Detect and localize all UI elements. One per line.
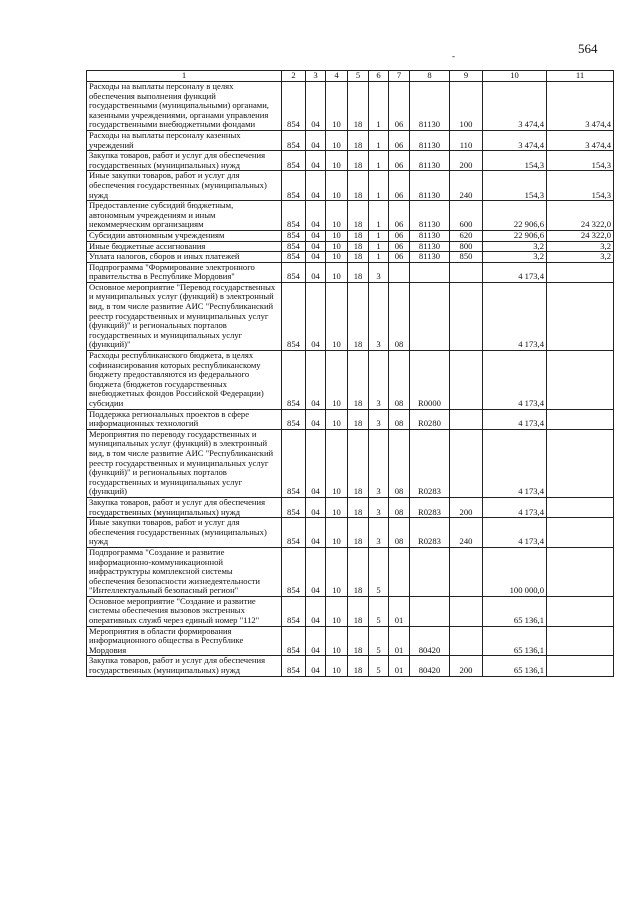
row-name-cell: Закупка товаров, работ и услуг для обеспечения государственных (муниципальных) нужд <box>87 656 282 676</box>
row-cell-c8: 81130 <box>410 171 450 201</box>
row-cell-c6: 1 <box>369 252 389 263</box>
row-cell-c3: 04 <box>306 82 326 131</box>
row-cell-c11 <box>547 282 614 350</box>
row-cell-c11 <box>547 547 614 596</box>
row-cell-c2: 854 <box>282 497 306 517</box>
row-cell-c2: 854 <box>282 547 306 596</box>
row-cell-c5: 18 <box>348 626 369 656</box>
row-cell-c4: 10 <box>326 252 348 263</box>
row-cell-c7: 06 <box>389 230 410 241</box>
row-cell-c10: 3 474,4 <box>483 82 547 131</box>
row-cell-c8: 81130 <box>410 201 450 231</box>
row-cell-c11: 3,2 <box>547 252 614 263</box>
row-cell-c8 <box>410 547 450 596</box>
row-cell-c8: R0000 <box>410 351 450 410</box>
header-cell: 5 <box>348 71 369 82</box>
row-cell-c4: 10 <box>326 351 348 410</box>
row-cell-c7: 06 <box>389 201 410 231</box>
row-cell-c5: 18 <box>348 230 369 241</box>
row-cell-c11 <box>547 596 614 626</box>
table-row <box>87 656 614 676</box>
row-cell-c7: 01 <box>389 596 410 626</box>
row-cell-c9: 200 <box>450 151 483 171</box>
row-cell-c5: 18 <box>348 262 369 282</box>
row-cell-c2: 854 <box>282 130 306 150</box>
row-cell-c10: 4 173,4 <box>483 351 547 410</box>
row-cell-c3: 04 <box>306 282 326 350</box>
row-name-cell: Иные закупки товаров, работ и услуг для обеспечения государственных (муниципальных) нужд <box>87 171 282 201</box>
row-cell-c2: 854 <box>282 171 306 201</box>
row-cell-c3: 04 <box>306 351 326 410</box>
row-cell-c11 <box>547 262 614 282</box>
row-cell-c2: 854 <box>282 518 306 548</box>
row-cell-c10: 100 000,0 <box>483 547 547 596</box>
row-name-cell: Уплата налогов, сборов и иных платежей <box>87 252 282 263</box>
row-cell-c6: 3 <box>369 518 389 548</box>
row-cell-c7: 08 <box>389 518 410 548</box>
row-name-cell: Расходы на выплаты персоналу казенных учреждений <box>87 130 282 150</box>
row-cell-c7: 08 <box>389 351 410 410</box>
row-cell-c6: 1 <box>369 82 389 131</box>
row-cell-c3: 04 <box>306 230 326 241</box>
row-cell-c2: 854 <box>282 409 306 429</box>
budget-table <box>86 70 614 677</box>
row-cell-c4: 10 <box>326 497 348 517</box>
row-cell-c5: 18 <box>348 252 369 263</box>
row-cell-c5: 18 <box>348 656 369 676</box>
row-cell-c9 <box>450 351 483 410</box>
row-cell-c9 <box>450 282 483 350</box>
row-cell-c4: 10 <box>326 626 348 656</box>
table-row <box>87 201 614 231</box>
row-cell-c10: 3,2 <box>483 241 547 252</box>
row-cell-c8: 80420 <box>410 656 450 676</box>
row-cell-c3: 04 <box>306 409 326 429</box>
row-name-cell: Поддержка региональных проектов в сфере информационных технологий <box>87 409 282 429</box>
row-cell-c3: 04 <box>306 656 326 676</box>
row-cell-c2: 854 <box>282 351 306 410</box>
row-cell-c4: 10 <box>326 596 348 626</box>
row-cell-c2: 854 <box>282 241 306 252</box>
row-cell-c9 <box>450 547 483 596</box>
row-cell-c5: 18 <box>348 241 369 252</box>
row-cell-c7: 08 <box>389 497 410 517</box>
row-cell-c10: 22 906,6 <box>483 201 547 231</box>
row-cell-c2: 854 <box>282 282 306 350</box>
table-row <box>87 130 614 150</box>
table-row <box>87 262 614 282</box>
row-cell-c8: 81130 <box>410 130 450 150</box>
row-cell-c8: 80420 <box>410 626 450 656</box>
row-cell-c11 <box>547 656 614 676</box>
table-row <box>87 351 614 410</box>
row-cell-c6: 3 <box>369 409 389 429</box>
row-cell-c2: 854 <box>282 151 306 171</box>
row-cell-c7: 01 <box>389 656 410 676</box>
row-cell-c4: 10 <box>326 241 348 252</box>
row-cell-c7: 06 <box>389 151 410 171</box>
row-cell-c3: 04 <box>306 626 326 656</box>
row-cell-c10: 154,3 <box>483 171 547 201</box>
row-cell-c6: 3 <box>369 282 389 350</box>
row-cell-c10: 65 136,1 <box>483 596 547 626</box>
page-number: 564 <box>578 41 598 56</box>
row-cell-c6: 5 <box>369 547 389 596</box>
row-cell-c8: 81130 <box>410 230 450 241</box>
row-cell-c6: 1 <box>369 230 389 241</box>
row-cell-c11 <box>547 409 614 429</box>
row-cell-c11 <box>547 497 614 517</box>
row-cell-c4: 10 <box>326 230 348 241</box>
row-cell-c10: 4 173,4 <box>483 429 547 497</box>
row-cell-c5: 18 <box>348 518 369 548</box>
table-row <box>87 230 614 241</box>
row-cell-c4: 10 <box>326 262 348 282</box>
header-cell: 10 <box>483 71 547 82</box>
row-cell-c9: 800 <box>450 241 483 252</box>
row-cell-c10: 154,3 <box>483 151 547 171</box>
row-name-cell: Закупка товаров, работ и услуг для обеспечения государственных (муниципальных) нужд <box>87 497 282 517</box>
row-cell-c11: 24 322,0 <box>547 230 614 241</box>
row-cell-c8: R0283 <box>410 497 450 517</box>
row-cell-c5: 18 <box>348 151 369 171</box>
row-cell-c6: 1 <box>369 171 389 201</box>
row-cell-c10: 3,2 <box>483 252 547 263</box>
row-cell-c7: 06 <box>389 252 410 263</box>
row-cell-c7: 01 <box>389 626 410 656</box>
row-cell-c9 <box>450 596 483 626</box>
row-name-cell: Закупка товаров, работ и услуг для обеспечения государственных (муниципальных) нужд <box>87 151 282 171</box>
row-cell-c4: 10 <box>326 130 348 150</box>
row-cell-c7: 08 <box>389 429 410 497</box>
table-row <box>87 497 614 517</box>
header-cell: 1 <box>87 71 282 82</box>
row-cell-c8: R0283 <box>410 429 450 497</box>
row-cell-c11 <box>547 518 614 548</box>
row-cell-c7: 06 <box>389 171 410 201</box>
row-cell-c5: 18 <box>348 171 369 201</box>
row-cell-c8 <box>410 282 450 350</box>
row-cell-c2: 854 <box>282 201 306 231</box>
row-cell-c2: 854 <box>282 252 306 263</box>
row-cell-c8: R0283 <box>410 518 450 548</box>
row-cell-c10: 4 173,4 <box>483 262 547 282</box>
row-cell-c7: 08 <box>389 282 410 350</box>
stray-mark: - <box>452 51 455 61</box>
row-name-cell: Расходы республиканского бюджета, в целях софинансирования которых республиканскому бюджету предоставляются из федерального бюджета (бюджетов государственных внебюджетных фондов Российской Федерации) субсидии <box>87 351 282 410</box>
row-name-cell: Субсидии автономным учреждениям <box>87 230 282 241</box>
row-cell-c3: 04 <box>306 130 326 150</box>
row-cell-c9: 620 <box>450 230 483 241</box>
row-name-cell: Подпрограмма "Создание и развитие информационно-коммуникационной инфраструктуры комплексной системы обеспечения безопасности жизнедеятельности "Интеллектуальный безопасный регион" <box>87 547 282 596</box>
row-cell-c10: 4 173,4 <box>483 282 547 350</box>
row-cell-c5: 18 <box>348 351 369 410</box>
row-cell-c3: 04 <box>306 252 326 263</box>
row-cell-c6: 3 <box>369 351 389 410</box>
row-cell-c2: 854 <box>282 596 306 626</box>
row-cell-c10: 3 474,4 <box>483 130 547 150</box>
row-cell-c8: R0280 <box>410 409 450 429</box>
row-name-cell: Подпрограмма "Формирование электронного правительства в Республике Мордовия" <box>87 262 282 282</box>
row-cell-c9 <box>450 262 483 282</box>
row-cell-c5: 18 <box>348 130 369 150</box>
row-cell-c4: 10 <box>326 547 348 596</box>
table-row <box>87 518 614 548</box>
row-cell-c3: 04 <box>306 201 326 231</box>
row-name-cell: Основное мероприятие "Перевод государственных и муниципальных услуг (функций) в электронный вид, в том числе развитие АИС "Республиканский реестр государственных и муниципальных услуг (функций)" и региональных порталов государственных и муниципальных услуг (функций)" <box>87 282 282 350</box>
row-cell-c11 <box>547 351 614 410</box>
row-cell-c11: 154,3 <box>547 151 614 171</box>
row-cell-c5: 18 <box>348 596 369 626</box>
header-cell: 9 <box>450 71 483 82</box>
row-cell-c5: 18 <box>348 497 369 517</box>
row-cell-c9 <box>450 429 483 497</box>
table-row <box>87 252 614 263</box>
row-cell-c9: 100 <box>450 82 483 131</box>
header-cell: 11 <box>547 71 614 82</box>
row-cell-c9: 850 <box>450 252 483 263</box>
row-cell-c6: 1 <box>369 130 389 150</box>
row-cell-c6: 1 <box>369 201 389 231</box>
row-cell-c6: 5 <box>369 626 389 656</box>
row-cell-c10: 22 906,6 <box>483 230 547 241</box>
row-cell-c5: 18 <box>348 429 369 497</box>
row-cell-c10: 4 173,4 <box>483 409 547 429</box>
row-cell-c3: 04 <box>306 241 326 252</box>
row-cell-c4: 10 <box>326 429 348 497</box>
row-name-cell: Мероприятия в области формирования информационного общества в Республике Мордовия <box>87 626 282 656</box>
row-cell-c11 <box>547 626 614 656</box>
header-row <box>87 71 614 82</box>
row-cell-c6: 5 <box>369 656 389 676</box>
row-cell-c4: 10 <box>326 201 348 231</box>
row-cell-c7: 06 <box>389 82 410 131</box>
row-cell-c6: 3 <box>369 429 389 497</box>
row-cell-c11: 3,2 <box>547 241 614 252</box>
row-cell-c4: 10 <box>326 656 348 676</box>
row-cell-c11 <box>547 429 614 497</box>
row-cell-c8: 81130 <box>410 151 450 171</box>
row-cell-c6: 1 <box>369 241 389 252</box>
row-cell-c2: 854 <box>282 626 306 656</box>
row-cell-c6: 5 <box>369 596 389 626</box>
row-cell-c11: 3 474,4 <box>547 130 614 150</box>
row-cell-c9: 200 <box>450 656 483 676</box>
row-cell-c4: 10 <box>326 518 348 548</box>
row-cell-c9: 110 <box>450 130 483 150</box>
row-cell-c5: 18 <box>348 201 369 231</box>
row-cell-c6: 3 <box>369 497 389 517</box>
header-cell: 7 <box>389 71 410 82</box>
table-row <box>87 626 614 656</box>
row-cell-c3: 04 <box>306 518 326 548</box>
row-cell-c9 <box>450 409 483 429</box>
row-name-cell: Иные бюджетные ассигнования <box>87 241 282 252</box>
row-cell-c5: 18 <box>348 82 369 131</box>
row-cell-c11: 24 322,0 <box>547 201 614 231</box>
header-cell: 2 <box>282 71 306 82</box>
row-cell-c3: 04 <box>306 497 326 517</box>
row-cell-c6: 3 <box>369 262 389 282</box>
header-cell: 8 <box>410 71 450 82</box>
row-cell-c3: 04 <box>306 151 326 171</box>
row-name-cell: Расходы на выплаты персоналу в целях обеспечения выполнения функций государственными (муниципальными) органами, казенными учреждениями, органами управления государственными внебюджетными фондами <box>87 82 282 131</box>
table-row <box>87 171 614 201</box>
header-cell: 3 <box>306 71 326 82</box>
row-cell-c7 <box>389 547 410 596</box>
row-cell-c2: 854 <box>282 230 306 241</box>
row-cell-c9: 200 <box>450 497 483 517</box>
row-cell-c2: 854 <box>282 262 306 282</box>
row-cell-c5: 18 <box>348 409 369 429</box>
row-cell-c4: 10 <box>326 151 348 171</box>
row-name-cell: Иные закупки товаров, работ и услуг для обеспечения государственных (муниципальных) нужд <box>87 518 282 548</box>
table-row <box>87 241 614 252</box>
row-cell-c4: 10 <box>326 282 348 350</box>
row-cell-c10: 65 136,1 <box>483 626 547 656</box>
row-cell-c10: 4 173,4 <box>483 518 547 548</box>
row-cell-c7: 06 <box>389 130 410 150</box>
row-cell-c8: 81130 <box>410 252 450 263</box>
row-cell-c8 <box>410 596 450 626</box>
row-name-cell: Мероприятия по переводу государственных и муниципальных услуг (функций) в электронный вид, в том числе развитие АИС "Республиканский реестр государственных и муниципальных услуг (функций)" и региональных порталов государственных и муниципальных услуг (функций) <box>87 429 282 497</box>
table-row <box>87 282 614 350</box>
table-row <box>87 547 614 596</box>
row-cell-c5: 18 <box>348 282 369 350</box>
row-cell-c10: 4 173,4 <box>483 497 547 517</box>
row-cell-c7 <box>389 262 410 282</box>
table-row <box>87 82 614 131</box>
row-name-cell: Основное мероприятие "Создание и развитие системы обеспечения вызовов экстренных оперативных служб через единый номер "112" <box>87 596 282 626</box>
row-cell-c3: 04 <box>306 596 326 626</box>
row-cell-c4: 10 <box>326 171 348 201</box>
row-cell-c4: 10 <box>326 409 348 429</box>
header-cell: 4 <box>326 71 348 82</box>
row-cell-c8 <box>410 262 450 282</box>
row-cell-c5: 18 <box>348 547 369 596</box>
row-cell-c8: 81130 <box>410 241 450 252</box>
row-cell-c10: 65 136,1 <box>483 656 547 676</box>
row-cell-c6: 1 <box>369 151 389 171</box>
row-cell-c3: 04 <box>306 547 326 596</box>
row-cell-c2: 854 <box>282 82 306 131</box>
row-cell-c8: 81130 <box>410 82 450 131</box>
row-cell-c9 <box>450 626 483 656</box>
row-cell-c7: 06 <box>389 241 410 252</box>
row-cell-c9: 600 <box>450 201 483 231</box>
table-row <box>87 151 614 171</box>
table-row <box>87 409 614 429</box>
row-cell-c3: 04 <box>306 171 326 201</box>
row-cell-c3: 04 <box>306 262 326 282</box>
header-cell: 6 <box>369 71 389 82</box>
row-name-cell: Предоставление субсидий бюджетным, автономным учреждениям и иным некоммерческим организациям <box>87 201 282 231</box>
table-row <box>87 596 614 626</box>
row-cell-c11: 3 474,4 <box>547 82 614 131</box>
row-cell-c2: 854 <box>282 429 306 497</box>
table-row <box>87 429 614 497</box>
row-cell-c11: 154,3 <box>547 171 614 201</box>
row-cell-c9: 240 <box>450 518 483 548</box>
row-cell-c7: 08 <box>389 409 410 429</box>
row-cell-c2: 854 <box>282 656 306 676</box>
row-cell-c9: 240 <box>450 171 483 201</box>
row-cell-c3: 04 <box>306 429 326 497</box>
row-cell-c4: 10 <box>326 82 348 131</box>
